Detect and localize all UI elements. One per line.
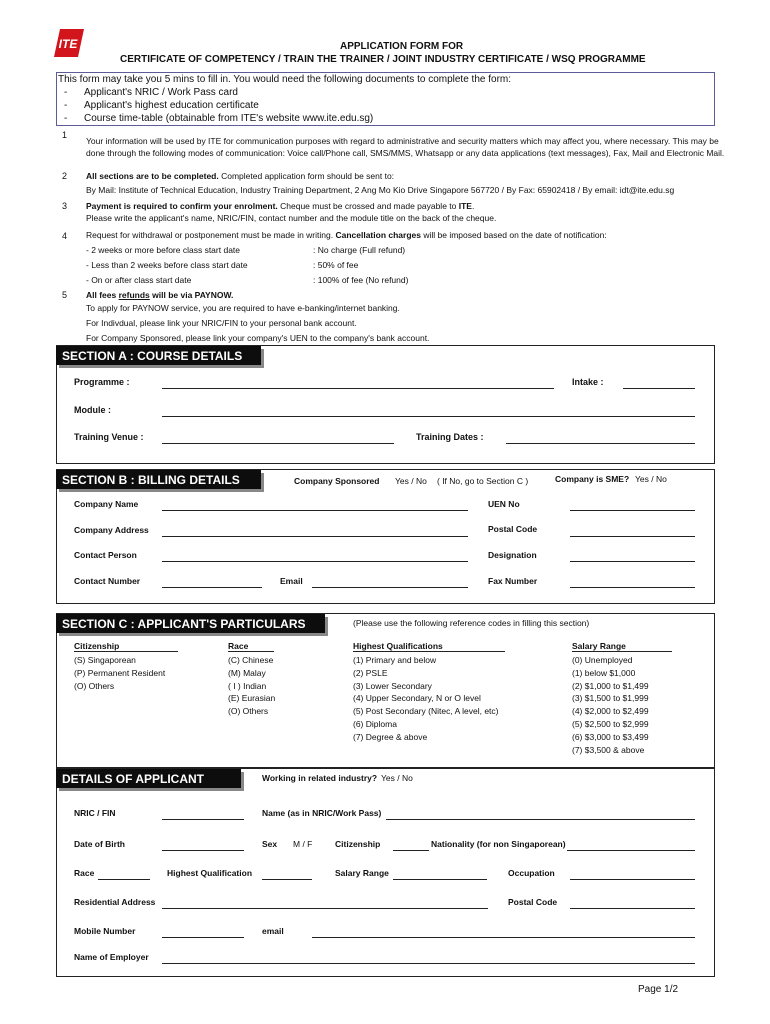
- note-5-line-2: To apply for PAYNOW service, you are required to have e-banking/internet banking.: [86, 303, 400, 313]
- citizenship-code: (O) Others: [74, 681, 115, 691]
- company-postal-field[interactable]: [570, 536, 695, 537]
- cancel-when: - On or after class start date: [86, 275, 192, 285]
- nationality-label: Nationality (for non Singaporean): [431, 839, 566, 849]
- nric-field[interactable]: [162, 819, 244, 820]
- sex-label: Sex: [262, 839, 278, 849]
- race-code: (M) Malay: [228, 668, 266, 678]
- address-field[interactable]: [162, 908, 488, 909]
- salary-field[interactable]: [393, 879, 487, 880]
- note-number: 2: [62, 171, 68, 181]
- qualification-heading: Highest Qualifications: [353, 641, 505, 652]
- intake-field[interactable]: [623, 388, 695, 389]
- cancel-when: - Less than 2 weeks before class start date: [86, 260, 248, 270]
- salary-code: (7) $3,500 & above: [572, 745, 645, 755]
- salary-code: (1) below $1,000: [572, 668, 636, 678]
- qualification-code: (6) Diploma: [353, 719, 397, 729]
- note-3-line-2: Please write the applicant's name, NRIC/FIN, contact number and the module title on the back of the cheque.: [86, 213, 497, 223]
- note-1-line-2: done through the following modes of communication: Voice call/Phone call, SMS/MMS, Whatsapp or any data applications (text messages), Fax, Mail and Electronic Mail.: [86, 148, 725, 158]
- citizenship-label: Citizenship: [335, 839, 381, 849]
- section-a-title: SECTION A : COURSE DETAILS: [56, 346, 261, 365]
- designation-field[interactable]: [570, 561, 695, 562]
- module-field[interactable]: [162, 416, 695, 417]
- venue-field[interactable]: [162, 443, 394, 444]
- race-code: (O) Others: [228, 706, 269, 716]
- occupation-label: Occupation: [508, 868, 555, 878]
- employer-label: Name of Employer: [74, 952, 149, 962]
- company-address-label: Company Address: [74, 525, 149, 535]
- uen-field[interactable]: [570, 510, 695, 511]
- employer-field[interactable]: [162, 963, 695, 964]
- dob-field[interactable]: [162, 850, 244, 851]
- salary-code: (6) $3,000 to $3,499: [572, 732, 649, 742]
- sme-yes-no[interactable]: Yes / No: [635, 474, 667, 484]
- note-number: 5: [62, 290, 68, 300]
- citizenship-field[interactable]: [393, 850, 429, 851]
- note-5-line-4: For Company Sponsored, please link your company's UEN to the company's bank account.: [86, 333, 430, 343]
- intro-item: Applicant's highest education certificate: [84, 100, 259, 111]
- note-4-line-1: Request for withdrawal or postponement must be made in writing. Cancellation charges will be imposed based on the date of notification:: [86, 230, 607, 240]
- dates-label: Training Dates :: [416, 432, 484, 442]
- race-heading: Race: [228, 641, 274, 652]
- intro-item: Course time-table (obtainable from ITE's website www.ite.edu.sg): [84, 113, 374, 124]
- race-code: (C) Chinese: [228, 655, 274, 665]
- contact-number-label: Contact Number: [74, 576, 141, 586]
- sme-label: Company is SME?: [555, 474, 630, 484]
- qualification-code: (2) PSLE: [353, 668, 388, 678]
- race-label: Race: [74, 868, 95, 878]
- cancel-charge: : No charge (Full refund): [313, 245, 406, 255]
- cancel-when: - 2 weeks or more before class start date: [86, 245, 241, 255]
- sponsored-label: Company Sponsored: [294, 476, 380, 486]
- salary-code: (0) Unemployed: [572, 655, 633, 665]
- occupation-field[interactable]: [570, 879, 695, 880]
- venue-label: Training Venue :: [74, 432, 144, 442]
- company-email-field[interactable]: [312, 587, 468, 588]
- contact-number-field[interactable]: [162, 587, 262, 588]
- qualification-label: Highest Qualification: [167, 868, 253, 878]
- note-1-line-1: Your information will be used by ITE for communication purposes with regard to administrative and security matters which may affect you, where necessary. This may be: [86, 136, 719, 146]
- postal-field[interactable]: [570, 908, 695, 909]
- module-label: Module :: [74, 405, 111, 415]
- note-5-line-1: All fees refunds will be via PAYNOW.: [86, 290, 234, 300]
- email-label: Email: [280, 576, 303, 586]
- company-name-field[interactable]: [162, 510, 468, 511]
- form-subtitle: CERTIFICATE OF COMPETENCY / TRAIN THE TRAINER / JOINT INDUSTRY CERTIFICATE / WSQ PROGRAMME: [120, 54, 646, 65]
- note-number: 1: [62, 130, 68, 140]
- salary-code: (4) $2,000 to $2,499: [572, 706, 649, 716]
- logo-text: ITE: [58, 37, 78, 51]
- note-2-line-1: All sections are to be completed. Completed application form should be sent to:: [86, 171, 395, 181]
- working-yes-no[interactable]: Yes / No: [381, 773, 413, 783]
- section-c-title: SECTION C : APPLICANT'S PARTICULARS: [56, 614, 325, 633]
- contact-person-label: Contact Person: [74, 550, 137, 560]
- citizenship-code: (P) Permanent Resident: [74, 668, 166, 678]
- dob-label: Date of Birth: [74, 839, 125, 849]
- working-label: Working in related industry?: [262, 773, 378, 783]
- note-2-line-2: By Mail: Institute of Technical Education, Industry Training Department, 2 Ang Mo Kio Drive Singapore 567720 / By Fax: 65902418 / By email: idt@ite.edu.sg: [86, 185, 675, 195]
- salary-code: (3) $1,500 to $1,999: [572, 693, 649, 703]
- sex-options[interactable]: M / F: [293, 839, 313, 849]
- qualification-field[interactable]: [262, 879, 312, 880]
- name-label: Name (as in NRIC/Work Pass): [262, 808, 382, 818]
- note-5-line-3: For Indivdual, please link your NRIC/FIN to your personal bank account.: [86, 318, 357, 328]
- details-title: DETAILS OF APPLICANT: [56, 769, 241, 788]
- qualification-code: (4) Upper Secondary, N or O level: [353, 693, 481, 703]
- qualification-code: (5) Post Secondary (Nitec, A level, etc): [353, 706, 499, 716]
- cancel-charge: : 50% of fee: [313, 260, 359, 270]
- address-label: Residential Address: [74, 897, 156, 907]
- mobile-field[interactable]: [162, 937, 244, 938]
- salary-code: (2) $1,000 to $1,499: [572, 681, 649, 691]
- note-number: 4: [62, 231, 68, 241]
- intake-label: Intake :: [572, 377, 604, 387]
- fax-field[interactable]: [570, 587, 695, 588]
- applicant-email-field[interactable]: [312, 937, 695, 938]
- qualification-code: (1) Primary and below: [353, 655, 437, 665]
- nric-label: NRIC / FIN: [74, 808, 116, 818]
- cancel-charge: : 100% of fee (No refund): [313, 275, 409, 285]
- salary-code: (5) $2,500 to $2,999: [572, 719, 649, 729]
- citizenship-code: (S) Singaporean: [74, 655, 136, 665]
- designation-label: Designation: [488, 550, 537, 560]
- intro-item: Applicant's NRIC / Work Pass card: [84, 87, 238, 98]
- salary-label: Salary Range: [335, 868, 389, 878]
- ite-logo: [54, 29, 84, 57]
- company-postal-label: Postal Code: [488, 524, 538, 534]
- name-field[interactable]: [386, 819, 695, 820]
- dates-field[interactable]: [506, 443, 695, 444]
- company-address-field[interactable]: [162, 536, 468, 537]
- fax-label: Fax Number: [488, 576, 538, 586]
- section-b-title: SECTION B : BILLING DETAILS: [56, 470, 261, 489]
- qualification-code: (3) Lower Secondary: [353, 681, 432, 691]
- postal-label: Postal Code: [508, 897, 558, 907]
- nationality-field[interactable]: [567, 850, 695, 851]
- sponsored-note: ( If No, go to Section C ): [437, 476, 529, 486]
- company-name-label: Company Name: [74, 499, 139, 509]
- reference-note: (Please use the following reference codes in filling this section): [353, 618, 590, 628]
- mobile-label: Mobile Number: [74, 926, 136, 936]
- contact-person-field[interactable]: [162, 561, 468, 562]
- race-field[interactable]: [98, 879, 150, 880]
- form-title: APPLICATION FORM FOR: [340, 41, 464, 52]
- intro-text: This form may take you 5 mins to fill in. You would need the following documents to complete the form:: [58, 74, 512, 85]
- note-number: 3: [62, 201, 68, 211]
- programme-field[interactable]: [162, 388, 554, 389]
- qualification-code: (7) Degree & above: [353, 732, 428, 742]
- applicant-email-label: email: [262, 926, 284, 936]
- programme-label: Programme :: [74, 377, 130, 387]
- uen-label: UEN No: [488, 499, 520, 509]
- note-3-line-1: Payment is required to confirm your enrolment. Cheque must be crossed and made payable to ITE.: [86, 201, 475, 211]
- salary-heading: Salary Range: [572, 641, 672, 652]
- race-code: ( I ) Indian: [228, 681, 267, 691]
- sponsored-yes-no[interactable]: Yes / No: [395, 476, 427, 486]
- race-code: (E) Eurasian: [228, 693, 276, 703]
- page-number: Page 1/2: [638, 984, 679, 995]
- citizenship-heading: Citizenship: [74, 641, 178, 652]
